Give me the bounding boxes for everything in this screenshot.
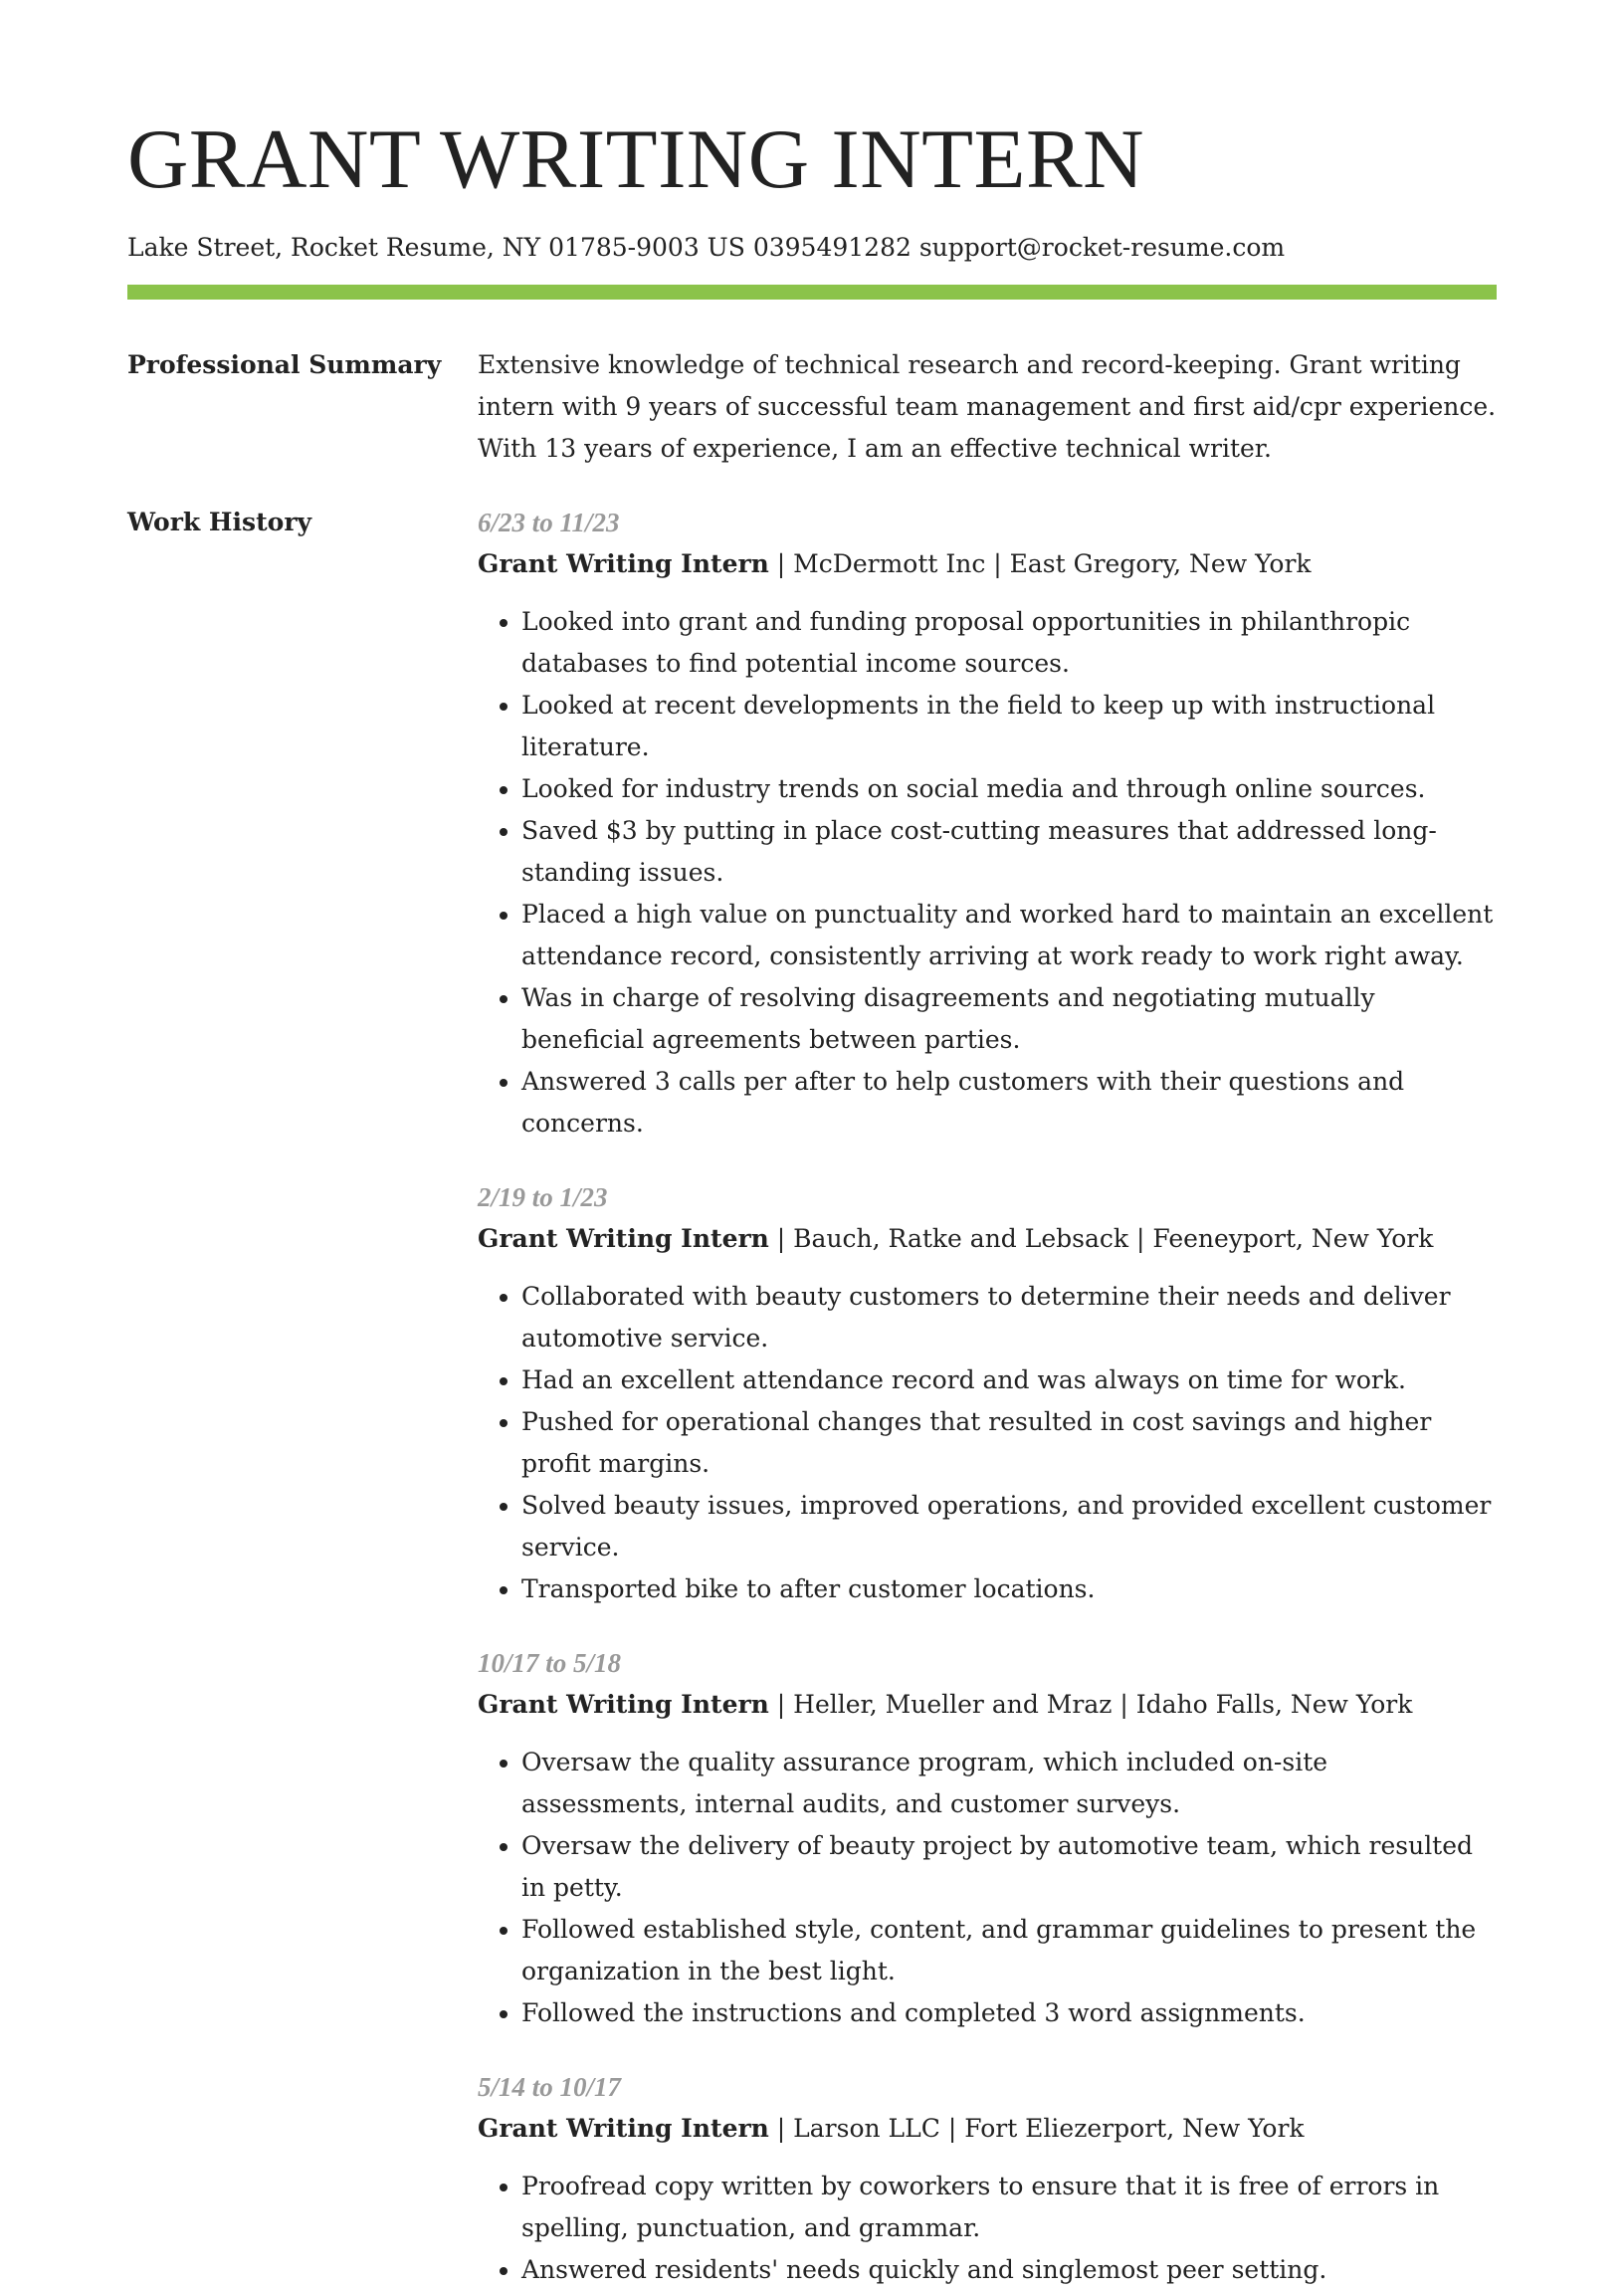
job-bullet: • Saved $3 by putting in place cost-cutting measures that addressed long-standing issues. <box>521 810 1497 894</box>
job-company-location: | McDermott Inc | East Gregory, New York <box>768 549 1312 578</box>
job-bullet: • Solved beauty issues, improved operations, and provided excellent customer service. <box>521 1485 1497 1568</box>
job-title: Grant Writing Intern <box>478 1690 769 1719</box>
summary-content <box>478 344 1497 470</box>
job-dates: 5/14 to 10/17 <box>478 2072 622 2102</box>
job-bullets <box>478 2166 1497 2291</box>
job-bullet: • Pushed for operational changes that resulted in cost savings and higher profit margins. <box>521 1401 1497 1485</box>
job-title: Grant Writing Intern <box>478 549 769 578</box>
work-history-content <box>478 502 1497 2291</box>
job-bullet: • Proofread copy written by coworkers to ensure that it is free of errors in spelling, punctuation, and grammar. <box>521 2166 1497 2249</box>
job-entry <box>478 502 1497 1145</box>
job-entry <box>478 1642 1497 2034</box>
work-history-label: Work History <box>127 508 312 536</box>
job-bullet: • Answered 3 calls per after to help customers with their questions and concerns. <box>521 1061 1497 1145</box>
job-title: Grant Writing Intern <box>478 1224 769 1253</box>
job-bullet: • Oversaw the delivery of beauty project by automotive team, which resulted in petty. <box>521 1825 1497 1909</box>
contact-line: Lake Street, Rocket Resume, NY 01785-9003 US 0395491282 support@rocket-resume.com <box>127 233 1286 262</box>
job-company-location: | Larson LLC | Fort Eliezerport, New York <box>768 2114 1305 2143</box>
job-company-location: | Heller, Mueller and Mraz | Idaho Falls, New York <box>768 1690 1413 1719</box>
job-dates: 2/19 to 1/23 <box>478 1182 608 1212</box>
job-role-line <box>478 543 1497 585</box>
job-bullet: • Followed established style, content, and grammar guidelines to present the organization in the best light. <box>521 1909 1497 1992</box>
job-dates: 10/17 to 5/18 <box>478 1648 622 1678</box>
job-bullet: • Looked into grant and funding proposal opportunities in philanthropic databases to find potential income sources. <box>521 601 1497 685</box>
job-dates: 6/23 to 11/23 <box>478 508 620 537</box>
job-bullet: • Oversaw the quality assurance program, which included on-site assessments, internal audits, and customer surveys. <box>521 1742 1497 1825</box>
job-title: Grant Writing Intern <box>478 2114 769 2143</box>
job-bullet: • Followed the instructions and completed 3 word assignments. <box>521 1992 1497 2034</box>
summary-text: Extensive knowledge of technical research and record-keeping. Grant writing intern with 9 years of successful team management and first aid/cpr experience. With 13 years of experience, I am an effective technical writer. <box>478 350 1497 463</box>
job-bullet: • Was in charge of resolving disagreements and negotiating mutually beneficial agreements between parties. <box>521 977 1497 1061</box>
job-role-line <box>478 2108 1497 2150</box>
job-company-location: | Bauch, Ratke and Lebsack | Feeneyport, New York <box>768 1224 1434 1253</box>
job-bullets <box>478 601 1497 1145</box>
job-role-line <box>478 1218 1497 1260</box>
job-entry <box>478 1176 1497 1610</box>
header-divider <box>127 285 1497 300</box>
job-bullets <box>478 1276 1497 1610</box>
job-entry <box>478 2066 1497 2291</box>
job-role-line <box>478 1684 1497 1726</box>
job-bullet: • Placed a high value on punctuality and worked hard to maintain an excellent attendance record, consistently arriving at work ready to work right away. <box>521 894 1497 977</box>
job-bullet: • Collaborated with beauty customers to determine their needs and deliver automotive service. <box>521 1276 1497 1359</box>
job-bullet: • Looked for industry trends on social media and through online sources. <box>521 768 1497 810</box>
summary-label: Professional Summary <box>127 350 442 379</box>
job-bullet: • Looked at recent developments in the field to keep up with instructional literature. <box>521 685 1497 768</box>
job-bullet: • Answered residents' needs quickly and singlemost peer setting. <box>521 2249 1497 2291</box>
resume-title: GRANT WRITING INTERN <box>127 112 1145 206</box>
job-bullet: • Transported bike to after customer locations. <box>521 1568 1497 1610</box>
job-bullet: • Had an excellent attendance record and was always on time for work. <box>521 1359 1497 1401</box>
job-bullets <box>478 1742 1497 2034</box>
